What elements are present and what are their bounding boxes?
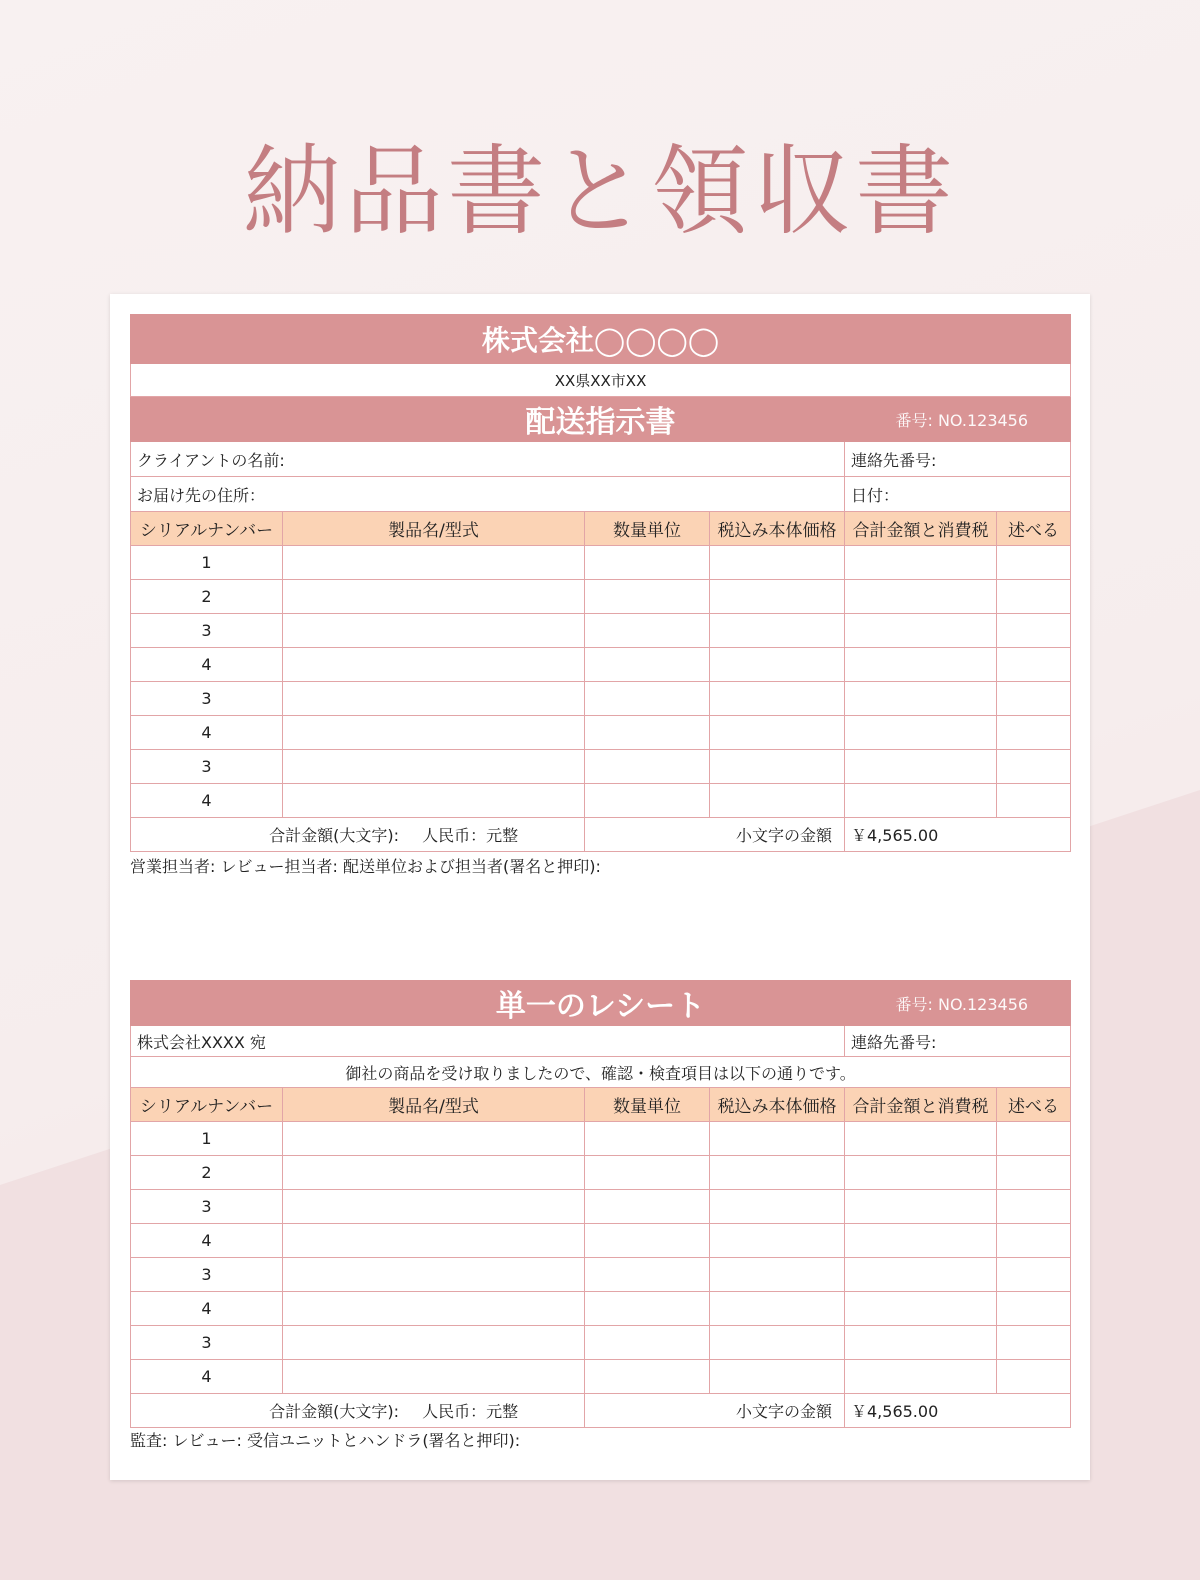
price-cell[interactable] <box>710 716 845 750</box>
product-cell[interactable] <box>283 1190 585 1224</box>
company-name: 株式会社◯◯◯◯ <box>131 315 1071 364</box>
table-row <box>131 1360 1071 1394</box>
total-tax-cell[interactable] <box>845 750 997 784</box>
total-tax-cell[interactable] <box>845 648 997 682</box>
remarks-cell[interactable] <box>997 648 1071 682</box>
receipt-total-row <box>131 1394 1071 1428</box>
delivery-total-row <box>131 818 1071 852</box>
table-row <box>131 1292 1071 1326</box>
price-cell[interactable] <box>710 546 845 580</box>
price-cell[interactable] <box>710 1224 845 1258</box>
remarks-cell[interactable] <box>997 1292 1071 1326</box>
col-remarks: 述べる <box>997 1088 1071 1122</box>
price-cell[interactable] <box>710 1326 845 1360</box>
contact-number-field[interactable]: 連絡先番号: <box>845 442 1071 477</box>
total-tax-cell[interactable] <box>845 1122 997 1156</box>
remarks-cell[interactable] <box>997 1326 1071 1360</box>
product-cell[interactable] <box>283 1292 585 1326</box>
serial-number-cell: 4 <box>131 1292 283 1326</box>
receipt-number: 番号: NO.123456 <box>895 995 1029 1014</box>
total-tax-cell[interactable] <box>845 1292 997 1326</box>
serial-number-cell: 4 <box>131 1360 283 1394</box>
product-cell[interactable] <box>283 546 585 580</box>
table-row <box>131 546 1071 580</box>
serial-number-cell: 3 <box>131 1326 283 1360</box>
quantity-cell[interactable] <box>585 682 710 716</box>
quantity-cell[interactable] <box>585 546 710 580</box>
delivery-title-bar <box>131 397 1071 442</box>
price-cell[interactable] <box>710 614 845 648</box>
total-tax-cell[interactable] <box>845 682 997 716</box>
delivery-doc-title: 配送指示書 <box>525 405 676 440</box>
table-row <box>131 750 1071 784</box>
col-product: 製品名/型式 <box>283 1088 585 1122</box>
quantity-cell[interactable] <box>585 716 710 750</box>
total-tax-cell[interactable] <box>845 1360 997 1394</box>
product-cell[interactable] <box>283 1258 585 1292</box>
total-tax-cell[interactable] <box>845 716 997 750</box>
delivery-total-upper-value: 人民币：元整 <box>422 826 519 845</box>
product-cell[interactable] <box>283 716 585 750</box>
quantity-cell[interactable] <box>585 1224 710 1258</box>
product-cell[interactable] <box>283 1326 585 1360</box>
receipt-total-upper-value: 人民币：元整 <box>422 1402 519 1421</box>
delivery-total-upper-label: 合計金額(大文字): <box>269 826 399 845</box>
remarks-cell[interactable] <box>997 1224 1071 1258</box>
total-tax-cell[interactable] <box>845 1190 997 1224</box>
serial-number-cell: 3 <box>131 1258 283 1292</box>
price-cell[interactable] <box>710 1156 845 1190</box>
receipt-footer-note: 監査: レビュー: 受信ユニットとハンドラ(署名と押印): <box>130 1431 521 1450</box>
col-price: 税込み本体価格 <box>710 1088 845 1122</box>
receipt-total-lower-value: ￥4,565.00 <box>845 1394 1071 1428</box>
price-cell[interactable] <box>710 1258 845 1292</box>
product-cell[interactable] <box>283 1224 585 1258</box>
receipt-total-lower-label: 小文字の金額 <box>585 1394 845 1428</box>
price-cell[interactable] <box>710 648 845 682</box>
quantity-cell[interactable] <box>585 614 710 648</box>
remarks-cell[interactable] <box>997 580 1071 614</box>
delivery-header-row <box>131 512 1071 546</box>
remarks-cell[interactable] <box>997 1190 1071 1224</box>
col-quantity: 数量単位 <box>585 512 710 546</box>
quantity-cell[interactable] <box>585 1156 710 1190</box>
table-row <box>131 1326 1071 1360</box>
serial-number-cell: 3 <box>131 614 283 648</box>
company-address: XX県XX市XX <box>131 364 1071 397</box>
product-cell[interactable] <box>283 682 585 716</box>
total-tax-cell[interactable] <box>845 1326 997 1360</box>
price-cell[interactable] <box>710 1190 845 1224</box>
total-tax-cell[interactable] <box>845 546 997 580</box>
remarks-cell[interactable] <box>997 1156 1071 1190</box>
receipt-total-upper-label: 合計金額(大文字): <box>269 1402 399 1421</box>
col-serial: シリアルナンバー <box>131 1088 283 1122</box>
table-row <box>131 580 1071 614</box>
delivery-note-table <box>130 314 1071 852</box>
quantity-cell[interactable] <box>585 580 710 614</box>
product-cell[interactable] <box>283 648 585 682</box>
serial-number-cell: 4 <box>131 1224 283 1258</box>
price-cell[interactable] <box>710 1122 845 1156</box>
receipt-contact-field[interactable]: 連絡先番号: <box>845 1026 1071 1057</box>
serial-number-cell: 3 <box>131 1190 283 1224</box>
quantity-cell[interactable] <box>585 648 710 682</box>
date-field[interactable]: 日付： <box>845 477 1071 512</box>
remarks-cell[interactable] <box>997 614 1071 648</box>
serial-number-cell: 4 <box>131 648 283 682</box>
serial-number-cell: 2 <box>131 1156 283 1190</box>
serial-number-cell: 1 <box>131 546 283 580</box>
remarks-cell[interactable] <box>997 1360 1071 1394</box>
total-tax-cell[interactable] <box>845 580 997 614</box>
table-row <box>131 614 1071 648</box>
receipt-table <box>130 980 1071 1428</box>
total-tax-cell[interactable] <box>845 1224 997 1258</box>
table-row <box>131 682 1071 716</box>
col-serial: シリアルナンバー <box>131 512 283 546</box>
delivery-total-lower-label: 小文字の金額 <box>585 818 845 852</box>
price-cell[interactable] <box>710 750 845 784</box>
product-cell[interactable] <box>283 1122 585 1156</box>
col-product: 製品名/型式 <box>283 512 585 546</box>
product-cell[interactable] <box>283 1360 585 1394</box>
quantity-cell[interactable] <box>585 750 710 784</box>
ship-address-field[interactable]: お届け先の住所： <box>131 477 845 512</box>
quantity-cell[interactable] <box>585 1292 710 1326</box>
delivery-footer-note: 営業担当者: レビュー担当者: 配送単位および担当者(署名と押印): <box>130 857 601 876</box>
product-cell[interactable] <box>283 614 585 648</box>
table-row <box>131 1122 1071 1156</box>
table-row <box>131 1190 1071 1224</box>
delivery-note-section <box>130 314 1070 852</box>
quantity-cell[interactable] <box>585 1122 710 1156</box>
remarks-cell[interactable] <box>997 1122 1071 1156</box>
serial-number-cell: 4 <box>131 716 283 750</box>
total-tax-cell[interactable] <box>845 784 997 818</box>
addressee-field[interactable]: 株式会社XXXX 宛 <box>131 1026 845 1057</box>
delivery-total-upper <box>131 818 585 852</box>
receipt-header-row <box>131 1088 1071 1122</box>
remarks-cell[interactable] <box>997 1258 1071 1292</box>
serial-number-cell: 3 <box>131 682 283 716</box>
product-cell[interactable] <box>283 750 585 784</box>
col-remarks: 述べる <box>997 512 1071 546</box>
price-cell[interactable] <box>710 580 845 614</box>
client-name-field[interactable]: クライアントの名前: <box>131 442 845 477</box>
table-row <box>131 648 1071 682</box>
receipt-message: 御社の商品を受け取りましたので、確認・検査項目は以下の通りです。 <box>131 1057 1071 1088</box>
table-row <box>131 1258 1071 1292</box>
delivery-number: 番号: NO.123456 <box>895 411 1029 430</box>
col-quantity: 数量単位 <box>585 1088 710 1122</box>
remarks-cell[interactable] <box>997 716 1071 750</box>
quantity-cell[interactable] <box>585 1190 710 1224</box>
total-tax-cell[interactable] <box>845 1156 997 1190</box>
price-cell[interactable] <box>710 682 845 716</box>
receipt-total-upper <box>131 1394 585 1428</box>
product-cell[interactable] <box>283 784 585 818</box>
receipt-section <box>130 980 1070 1428</box>
serial-number-cell: 3 <box>131 750 283 784</box>
remarks-cell[interactable] <box>997 546 1071 580</box>
price-cell[interactable] <box>710 784 845 818</box>
price-cell[interactable] <box>710 1292 845 1326</box>
quantity-cell[interactable] <box>585 1258 710 1292</box>
serial-number-cell: 1 <box>131 1122 283 1156</box>
page-title: 納品書と領収書 <box>242 135 957 249</box>
product-cell[interactable] <box>283 1156 585 1190</box>
col-total-tax: 合計金額と消費税 <box>845 512 997 546</box>
remarks-cell[interactable] <box>997 784 1071 818</box>
remarks-cell[interactable] <box>997 682 1071 716</box>
price-cell[interactable] <box>710 1360 845 1394</box>
table-row <box>131 784 1071 818</box>
quantity-cell[interactable] <box>585 1360 710 1394</box>
quantity-cell[interactable] <box>585 784 710 818</box>
product-cell[interactable] <box>283 580 585 614</box>
document-sheet <box>110 294 1090 1480</box>
table-row <box>131 1156 1071 1190</box>
receipt-title-bar <box>131 981 1071 1026</box>
col-price: 税込み本体価格 <box>710 512 845 546</box>
table-row <box>131 716 1071 750</box>
quantity-cell[interactable] <box>585 1326 710 1360</box>
remarks-cell[interactable] <box>997 750 1071 784</box>
serial-number-cell: 4 <box>131 784 283 818</box>
total-tax-cell[interactable] <box>845 614 997 648</box>
total-tax-cell[interactable] <box>845 1258 997 1292</box>
delivery-total-lower-value: ￥4,565.00 <box>845 818 1071 852</box>
table-row <box>131 1224 1071 1258</box>
col-total-tax: 合計金額と消費税 <box>845 1088 997 1122</box>
receipt-doc-title: 単一のレシート <box>495 989 706 1024</box>
serial-number-cell: 2 <box>131 580 283 614</box>
